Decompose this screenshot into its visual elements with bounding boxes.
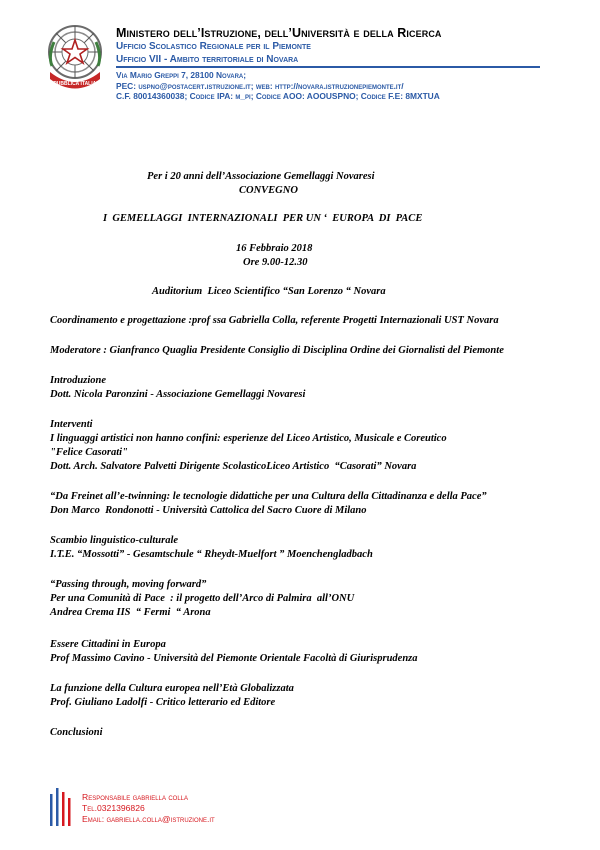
talk-title: I linguaggi artistici non hanno confini: esperienze del Liceo Artistico, Musicale e Coreutico bbox=[50, 433, 447, 444]
talk-title: Scambio linguistico-culturale bbox=[50, 535, 179, 546]
address-line: Via Mario Greppi 7, 28100 Novara; bbox=[116, 70, 247, 80]
speaker-line: Dott. Nicola Paronzini - Associazione Gemellaggi Novaresi bbox=[50, 389, 306, 400]
header-divider bbox=[116, 66, 540, 68]
address-block bbox=[116, 70, 586, 102]
contact-block bbox=[82, 792, 215, 825]
talk-title: La funzione della Cultura europea nell’Età Globalizzata bbox=[50, 683, 294, 694]
letterhead bbox=[116, 26, 586, 66]
office-sub: Ufficio VII - Ambito territoriale di Novara bbox=[116, 54, 299, 65]
speaker-line: Prof. Giuliano Ladolfi - Critico letterario ed Editore bbox=[50, 697, 276, 708]
codes-line: C.F. 80014360038; Codice IPA: m_pi; Codice AOO: AOOUSPNO; Codice F.E: 8MXTUA bbox=[116, 91, 440, 101]
responsible-person: Responsabile gabriella colla bbox=[82, 792, 189, 802]
speaker-line: Prof Massimo Cavino - Università del Piemonte Orientale Facoltà di Giurisprudenza bbox=[50, 653, 418, 664]
event-title: I GEMELLAGGI INTERNAZIONALI PER UN ‘ EUROPA DI PACE bbox=[103, 213, 423, 224]
republic-emblem-icon bbox=[44, 22, 106, 94]
section-heading: Conclusioni bbox=[50, 727, 103, 738]
speaker-line: Andrea Crema IIS “ Fermi “ Arona bbox=[50, 607, 211, 618]
talk-title: “Passing through, moving forward” bbox=[50, 579, 207, 590]
contact-phone: Tel.0321396826 bbox=[82, 803, 145, 813]
section-heading: Interventi bbox=[50, 419, 93, 430]
event-venue: Auditorium Liceo Scientifico “San Lorenzo “ Novara bbox=[152, 286, 386, 297]
moderator-line: Moderatore : Gianfranco Quaglia Presidente Consiglio di Disciplina Ordine dei Giornalisti del Piemonte bbox=[50, 345, 504, 356]
speaker-line: I.T.E. “Mossotti” - Gesamtschule “ Rheydt-Muelfort ” Moenchengladbach bbox=[50, 549, 373, 560]
office-name: Ufficio Scolastico Regionale per il Piemonte bbox=[116, 41, 311, 52]
event-type: CONVEGNO bbox=[239, 185, 298, 196]
contact-email: Email: gabriella.colla@istruzione.it bbox=[82, 814, 215, 824]
contacts-line: PEC: uspno@postacert.istruzione.it; web: http://novara.istruzionepiemonte.it/ bbox=[116, 80, 404, 91]
event-time: Ore 9.00-12.30 bbox=[243, 257, 308, 268]
ministry-name: Ministero dell’Istruzione, dell’Università e della Ricerca bbox=[116, 26, 442, 40]
footer-bars-icon bbox=[50, 788, 76, 826]
section-heading: Introduzione bbox=[50, 375, 107, 386]
event-date: 16 Febbraio 2018 bbox=[236, 243, 313, 254]
talk-title: “Da Freinet all’e-twinning: le tecnologie didattiche per una Cultura della Cittadinanza e della Pace” bbox=[50, 491, 487, 502]
talk-title-cont: "Felice Casorati" bbox=[50, 447, 128, 458]
anniversary-line: Per i 20 anni dell’Associazione Gemellaggi Novaresi bbox=[147, 171, 375, 182]
talk-title: Essere Cittadini in Europa bbox=[50, 639, 166, 650]
coordination-line: Coordinamento e progettazione :prof ssa Gabriella Colla, referente Progetti Internazionali UST Novara bbox=[50, 315, 499, 326]
speaker-line: Don Marco Rondonotti - Università Cattolica del Sacro Cuore di Milano bbox=[50, 505, 367, 516]
speaker-line: Dott. Arch. Salvatore Palvetti Dirigente ScolasticoLiceo Artistico “Casorati” Novara bbox=[50, 461, 417, 472]
talk-subtitle: Per una Comunità di Pace : il progetto dell’Arco di Palmira all’ONU bbox=[50, 593, 355, 604]
emblem-caption: REPUBBLICA ITALIANA bbox=[46, 81, 104, 87]
